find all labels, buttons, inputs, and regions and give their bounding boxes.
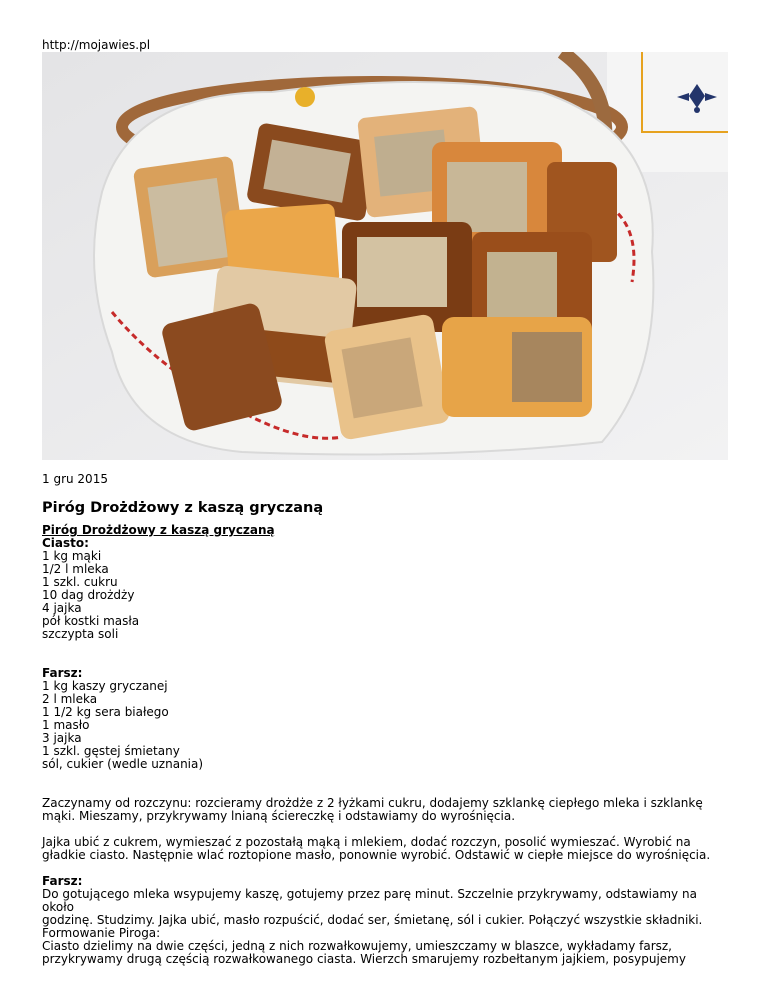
step-text: gładkie ciasto. Następnie wlać roztopione masło, ponownie wyrobić. Odstawić w ciepłe miejsce do wyrośnięcia. xyxy=(42,848,711,862)
spacer xyxy=(42,862,732,875)
step-text: godzinę. Studzimy. Jajka ubić, masło rozpuścić, dodać ser, śmietanę, sól i cukier. Połączyć wszystkie składniki. xyxy=(42,913,703,927)
ingredient-item: 1 masło xyxy=(42,718,90,732)
farsz-heading: Farsz: xyxy=(42,666,83,680)
farsz-step-heading: Farsz: xyxy=(42,874,83,888)
ingredient-item: 10 dag drożdży xyxy=(42,588,135,602)
ingredient-item: pół kostki masła xyxy=(42,614,140,628)
ciasto-heading: Ciasto: xyxy=(42,536,89,550)
ingredient-item: 2 l mleka xyxy=(42,692,98,706)
ingredient-item: 1 kg mąki xyxy=(42,549,102,563)
ingredient-item: 1/2 l mleka xyxy=(42,562,109,576)
step-text: mąki. Mieszamy, przykrywamy lnianą ściereczkę i odstawiamy do wyrośnięcia. xyxy=(42,809,516,823)
recipe-subtitle: Piróg Drożdżowy z kaszą gryczaną xyxy=(42,523,275,537)
source-url: http://mojawies.pl xyxy=(42,38,151,52)
step-text: Ciasto dzielimy na dwie części, jedną z nich rozwałkowujemy, umieszczamy w blaszce, wykładamy farsz, xyxy=(42,939,672,953)
ingredient-item: 1 1/2 kg sera białego xyxy=(42,705,169,719)
step-text: Jajka ubić z cukrem, wymieszać z pozostałą mąką i mlekiem, dodać rozczyn, posolić wymieszać. Wyrobić na xyxy=(42,835,691,849)
recipe-photo xyxy=(42,52,728,460)
post-date: 1 gru 2015 xyxy=(42,472,108,486)
recipe-content xyxy=(42,524,732,966)
step-text: przykrywamy drugą częścią rozwałkowanego ciasta. Wierzch smarujemy rozbełtanym jajkiem, posypujemy xyxy=(42,952,686,966)
ingredient-item: sól, cukier (wedle uznania) xyxy=(42,757,204,771)
step-text: Zaczynamy od rozczynu: rozcieramy drożdże z 2 łyżkami cukru, dodajemy szklankę ciepłego mleka i szklankę xyxy=(42,796,703,810)
spacer xyxy=(42,641,732,667)
ingredient-item: 3 jajka xyxy=(42,731,82,745)
ingredient-item: 1 szkl. gęstej śmietany xyxy=(42,744,180,758)
spacer xyxy=(42,771,732,797)
ingredient-item: 4 jajka xyxy=(42,601,82,615)
ingredient-item: 1 kg kaszy gryczanej xyxy=(42,679,168,693)
step-text: Formowanie Piroga: xyxy=(42,926,161,940)
ingredient-item: szczypta soli xyxy=(42,627,119,641)
ingredient-item: 1 szkl. cukru xyxy=(42,575,118,589)
post-title: Piróg Drożdżowy z kaszą gryczaną xyxy=(42,500,324,516)
step-text: Do gotującego mleka wsypujemy kaszę, gotujemy przez parę minut. Szczelnie przykrywamy, odstawiamy na około xyxy=(42,887,697,914)
